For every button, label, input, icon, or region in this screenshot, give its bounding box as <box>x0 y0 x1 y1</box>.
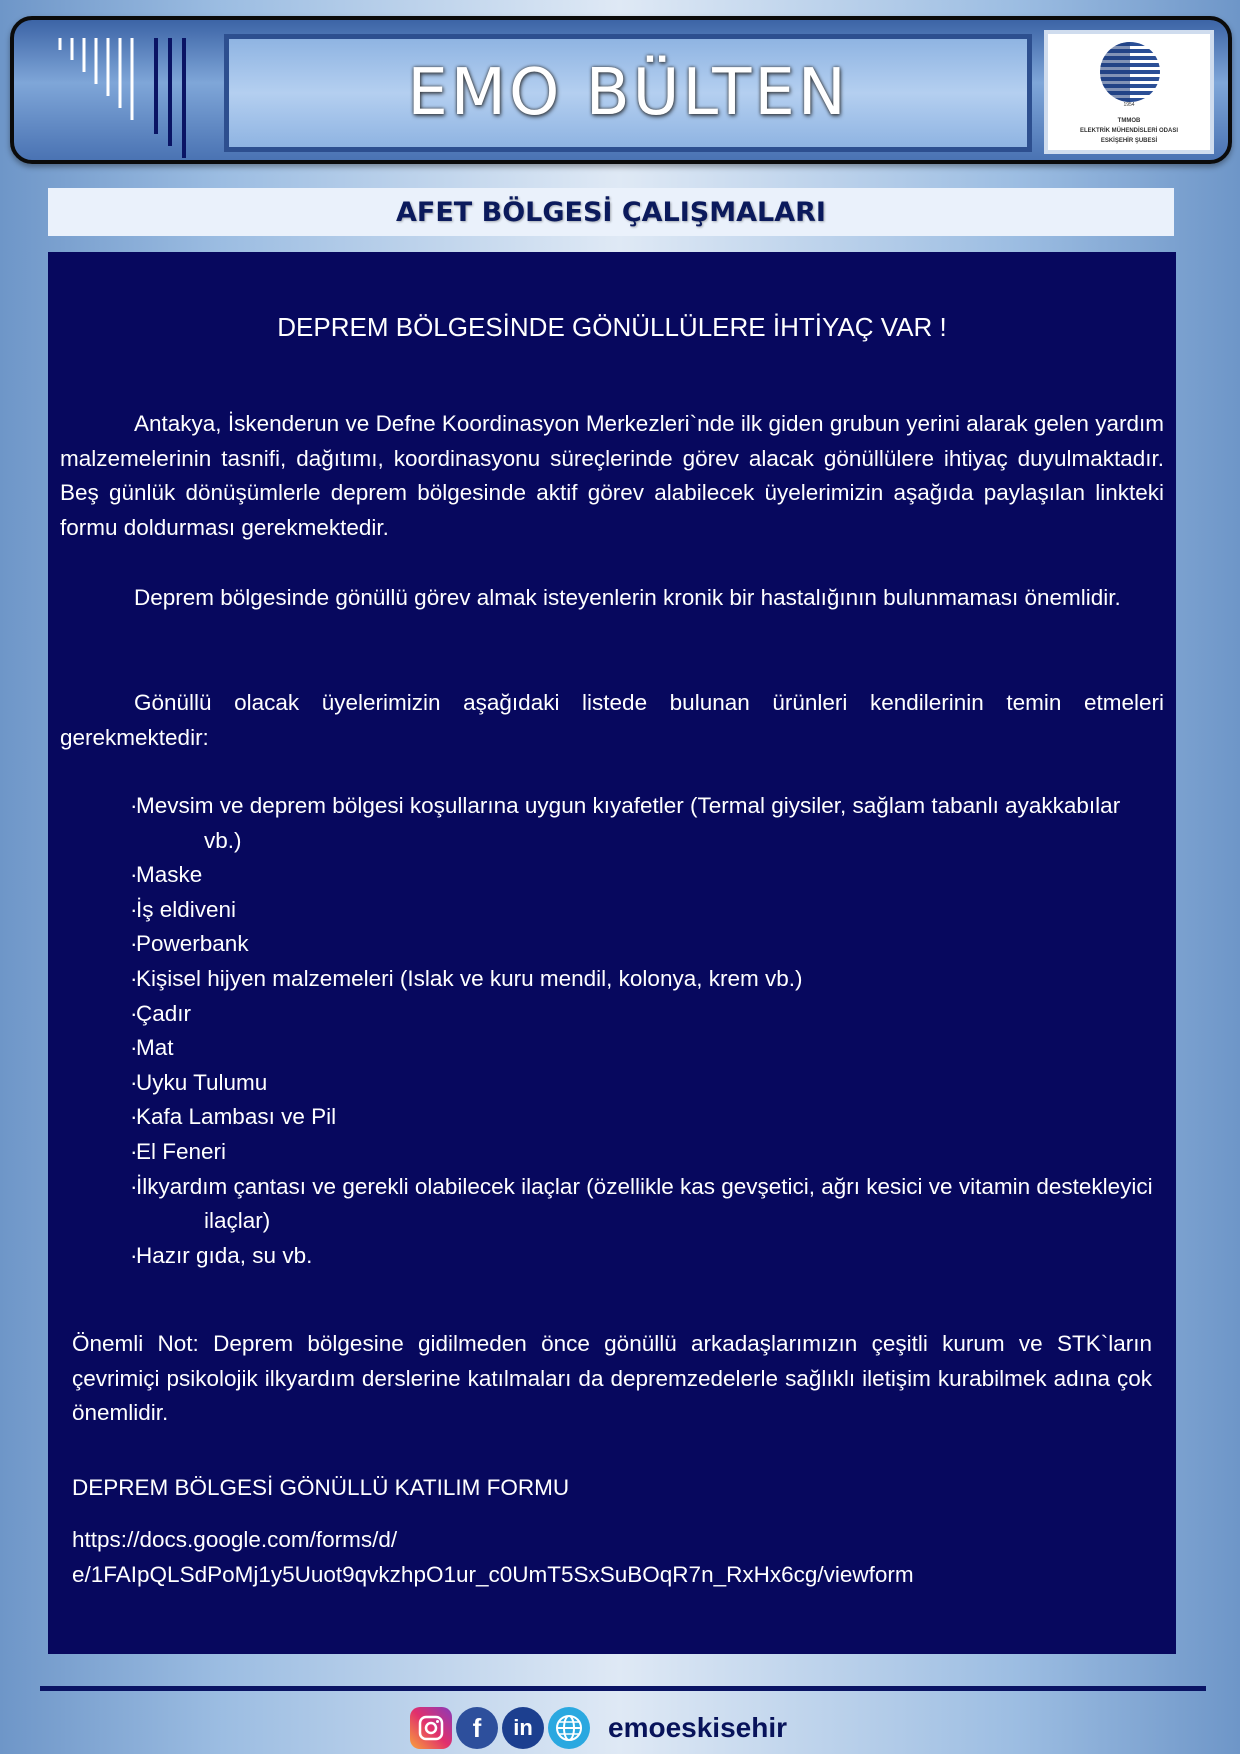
bullet: · <box>130 1069 138 1095</box>
list-item: ·Kişisel hijyen malzemeleri (Islak ve kuru mendil, kolonya, krem vb.) <box>130 962 1160 997</box>
section-title: AFET BÖLGESİ ÇALIŞMALARI <box>396 196 826 228</box>
form-link-line-2[interactable]: e/1FAIpQLSdPoMj1y5Uuot9qvkzhpO1ur_c0UmT5SxSuBOqR7n_RxHx6cg/viewform <box>72 1561 914 1587</box>
bullet: · <box>130 1000 138 1026</box>
bullet: · <box>130 1035 138 1061</box>
paragraph-1: Antakya, İskenderun ve Defne Koordinasyon Merkezleri`nde ilk giden grubun yerini alarak gelen yardım malzemelerinin tasnifi, dağıtımı, koordinasyonu süreçlerinde görev alacak gönüllülere ihtiyaç duyulmaktadır. Beş günlük dönüşümlerle deprem bölgesinde aktif görev alabilecek üyelerimizin aşağıda paylaşılan linkteki formu doldurması gerekmektedir. <box>60 411 1164 540</box>
list-item: ·Uyku Tulumu <box>130 1066 1160 1101</box>
logo-line-2: ELEKTRİK MÜHENDİSLERİ ODASI <box>1079 128 1178 134</box>
list-item: ·El Feneri <box>130 1135 1160 1170</box>
list-item: ·İş eldiveni <box>130 893 1160 928</box>
list-item: ·Mat <box>130 1031 1160 1066</box>
section-bar <box>48 188 1174 236</box>
facebook-icon[interactable]: f <box>456 1707 498 1749</box>
footer-divider <box>40 1686 1206 1691</box>
list-item: ·Çadır <box>130 997 1160 1032</box>
form-link[interactable] <box>72 1523 1152 1592</box>
list-item: ·Mevsim ve deprem bölgesi koşullarına uygun kıyafetler (Termal giysiler, sağlam tabanlı ayakkabılar vb.) <box>130 789 1160 858</box>
globe-icon[interactable] <box>548 1707 590 1749</box>
paragraph-3: Gönüllü olacak üyelerimizin aşağıdaki listede bulunan ürünleri kendilerinin temin etmeleri gerekmektedir: <box>60 690 1164 750</box>
bulletin-title: EMO BÜLTEN <box>407 56 849 130</box>
logo-line-1: TMMOB <box>1117 118 1141 124</box>
decorative-stripes <box>48 38 218 158</box>
emo-logo <box>1044 30 1214 154</box>
list-item: ·Kafa Lambası ve Pil <box>130 1100 1160 1135</box>
main-heading: DEPREM BÖLGESİNDE GÖNÜLLÜLERE İHTİYAÇ VAR ! <box>277 312 947 342</box>
logo-year: 1954 <box>1123 102 1135 108</box>
social-handle: emoeskisehir <box>608 1712 787 1743</box>
logo-line-3: ESKİŞEHİR ŞUBESİ <box>1100 138 1158 144</box>
social-footer <box>410 1704 787 1752</box>
important-note: Önemli Not: Deprem bölgesine gidilmeden önce gönüllü arkadaşlarımızın çeşitli kurum ve STK`ların çevrimiçi psikolojik ilkyardım derslerine katılmaları da depremzedelerle sağlıklı iletişim kurabilmek adına çok önemlidir. <box>72 1331 1152 1425</box>
supply-list <box>130 789 1160 1273</box>
title-box <box>224 34 1032 152</box>
emo-logo-mark <box>1094 40 1166 106</box>
instagram-icon[interactable] <box>410 1707 452 1749</box>
bullet: · <box>130 793 138 818</box>
bullet: · <box>130 965 138 991</box>
list-item: ·İlkyardım çantası ve gerekli olabilecek ilaçlar (özellikle kas gevşetici, ağrı kesici ve vitamin destekleyici ilaçlar) <box>130 1170 1160 1239</box>
bullet: · <box>130 931 138 957</box>
list-item: ·Hazır gıda, su vb. <box>130 1239 1160 1274</box>
bullet: · <box>130 1173 138 1199</box>
linkedin-icon[interactable]: in <box>502 1707 544 1749</box>
list-item: ·Powerbank <box>130 927 1160 962</box>
paragraph-2: Deprem bölgesinde gönüllü görev almak isteyenlerin kronik bir hastalığının bulunmaması önemlidir. <box>134 585 1121 610</box>
list-item: ·Maske <box>130 858 1160 893</box>
form-link-line-1[interactable]: https://docs.google.com/forms/d/ <box>72 1527 398 1552</box>
bullet: · <box>130 896 138 922</box>
bullet: · <box>130 1242 138 1268</box>
bulletin-header <box>10 16 1232 164</box>
bullet: · <box>130 1104 138 1130</box>
bullet: · <box>130 1138 138 1164</box>
content-panel <box>48 252 1176 1654</box>
form-title: DEPREM BÖLGESİ GÖNÜLLÜ KATILIM FORMU <box>72 1475 570 1500</box>
bullet: · <box>130 862 138 888</box>
